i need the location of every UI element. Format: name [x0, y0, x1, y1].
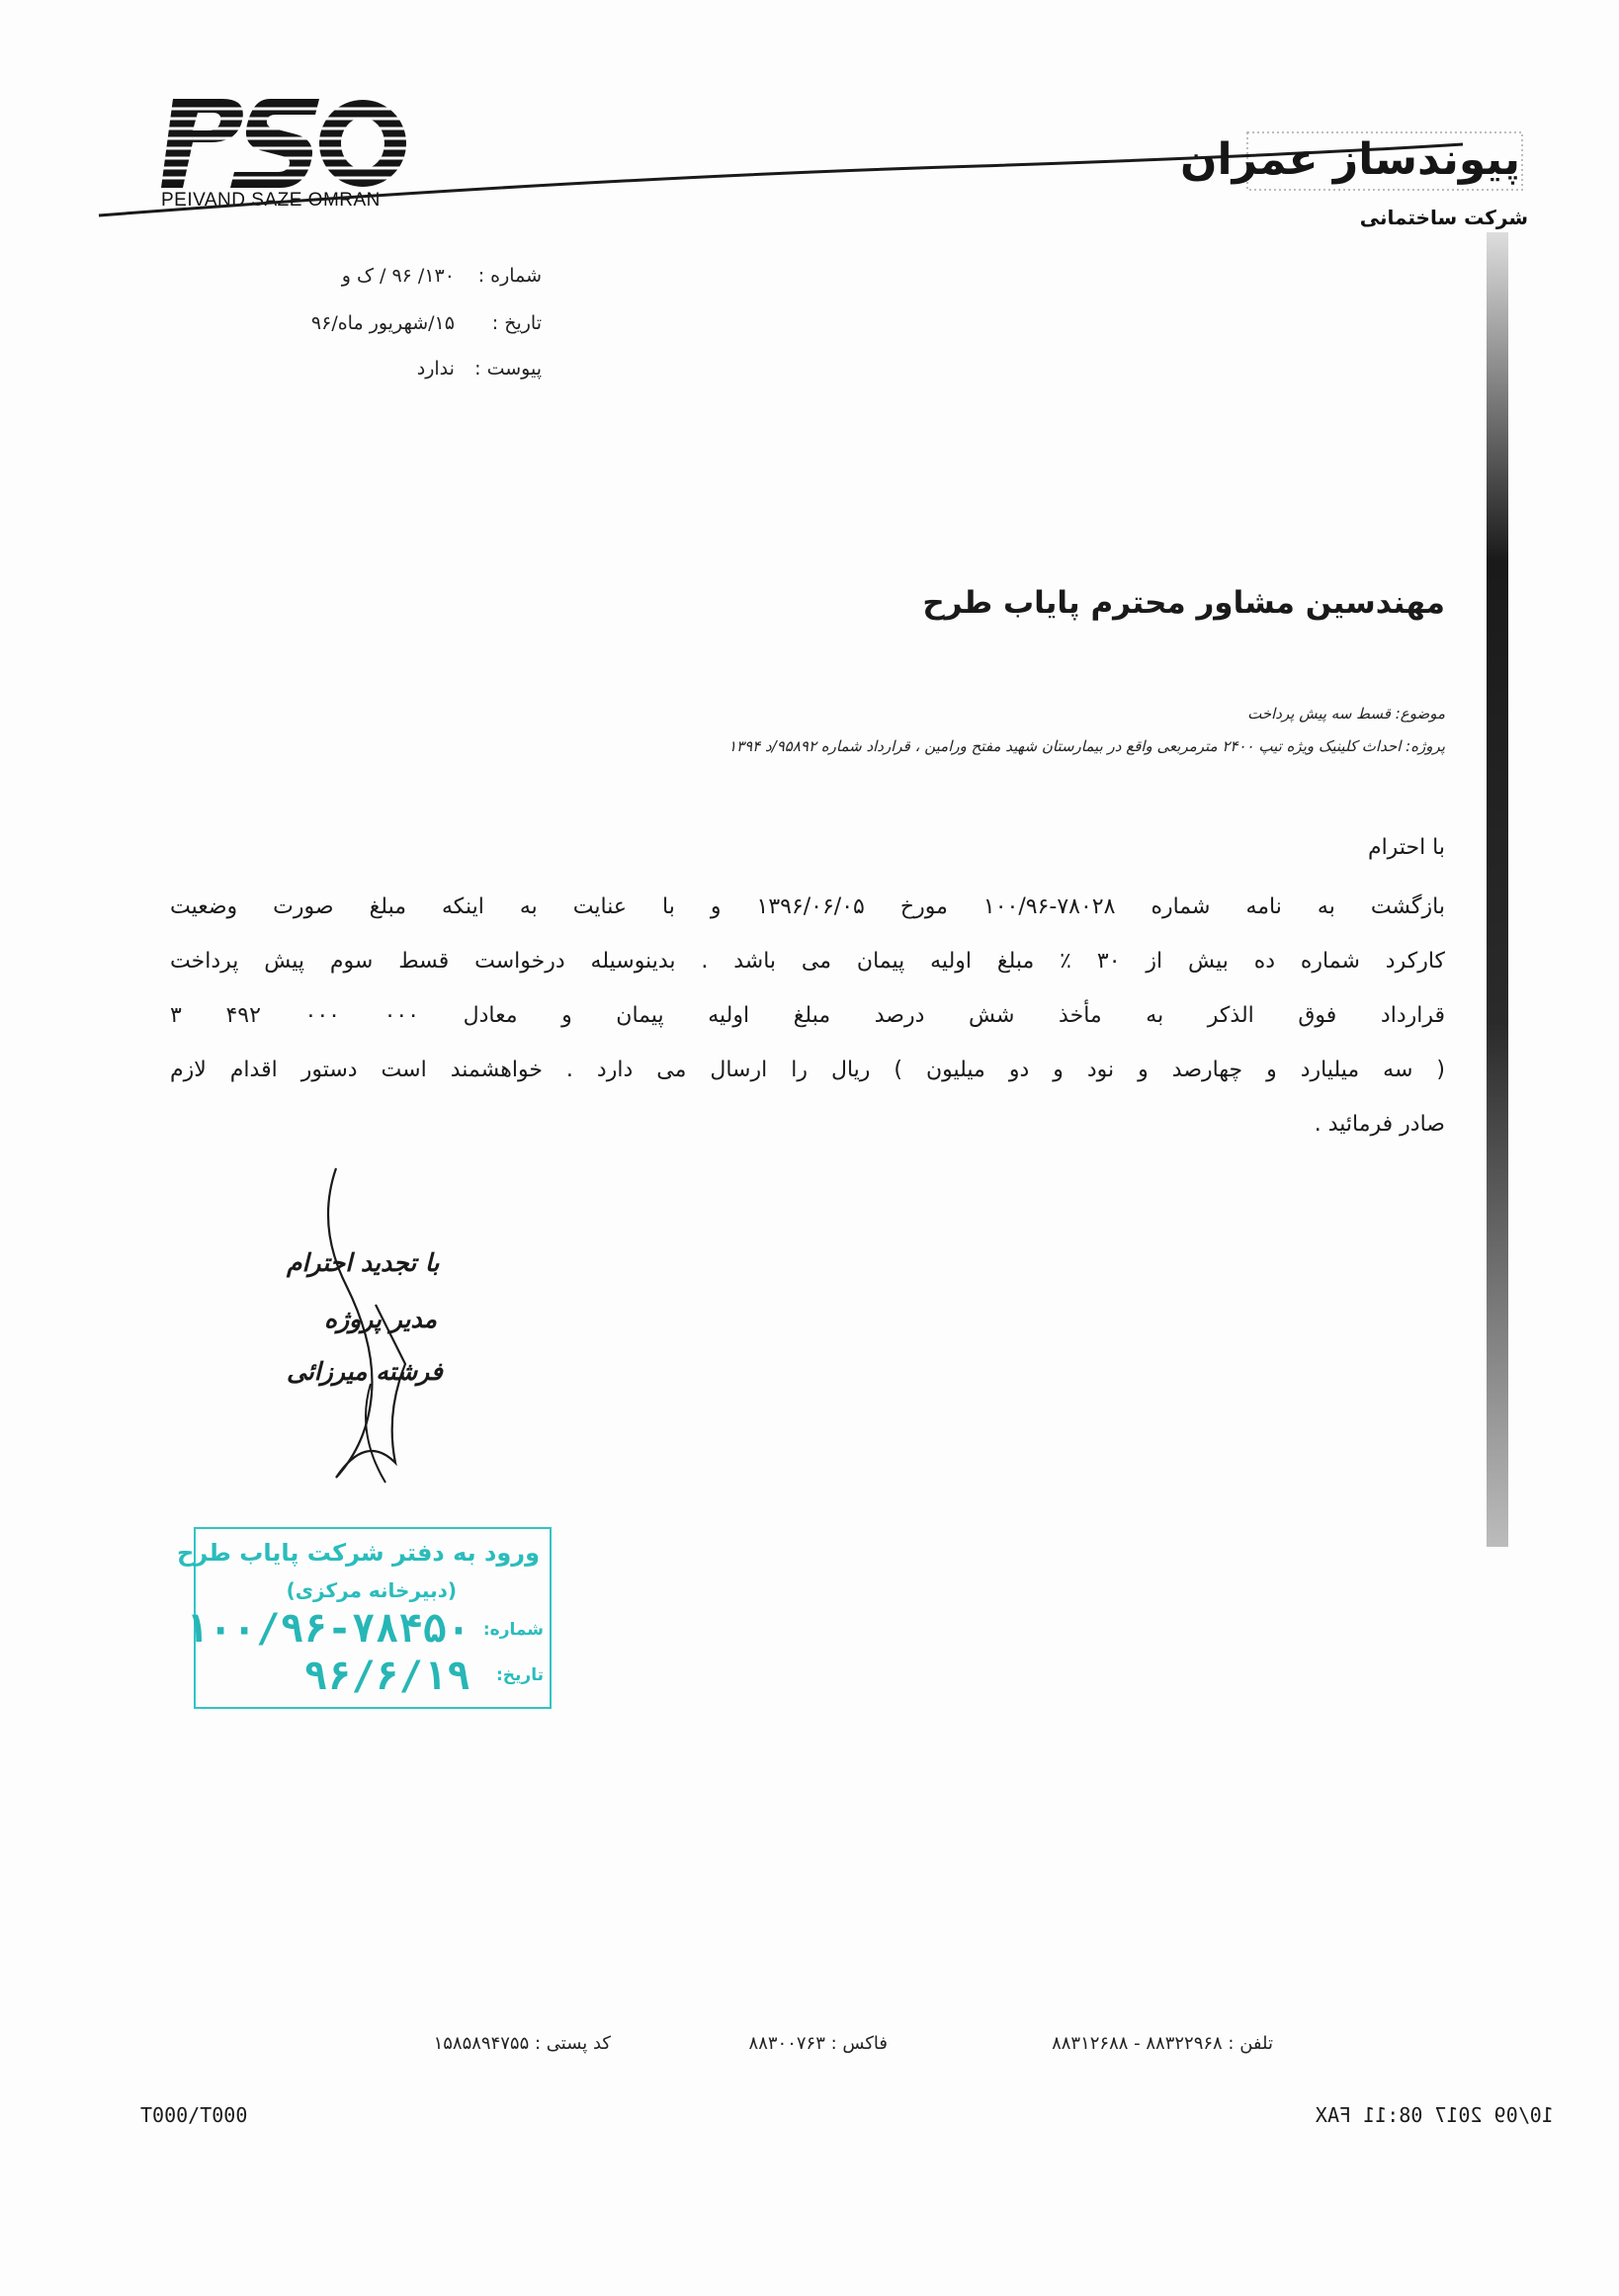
signature-closing: با تجدید احترام: [287, 1248, 440, 1277]
body-line: قرارداد فوق الذکر به مأخذ شش درصد مبلغ اولیه پیمان و معادل ۰۰۰ ۰۰۰ ۴۹۲ ۳: [170, 1003, 1446, 1028]
signature-name: فرشته میرزائی: [287, 1357, 443, 1386]
body-line: بازگشت به نامه شماره ۷۸۰۲۸-۱۰۰/۹۶ مورخ ۱۳۹۶/۰۶/۰۵ و با عنایت به اینکه مبلغ صورت وضعیت: [170, 894, 1445, 919]
project-line: پروژه: احداث کلینیک ویژه تیپ ۲۴۰۰ مترمربعی واقع در بیمارستان شهید مفتح ورامین ، قرارداد شماره ۹۵۸۹۲/د ۱۳۹۴: [727, 737, 1445, 755]
fax-page-counter: [140, 2103, 247, 2127]
brand-name: پیوندساز عمران: [1179, 134, 1520, 185]
letter-number-label: شماره :: [477, 265, 542, 287]
brand-block: [1179, 117, 1528, 235]
brand-subtitle: شرکت ساختمانی: [1359, 206, 1528, 229]
stamp-title: ورود به دفتر شرکت پایاب طرح: [177, 1539, 540, 1567]
letter-attachment-value: ندارد: [416, 358, 455, 380]
stamp-subtitle: (دبیرخانه مرکزی): [286, 1578, 457, 1602]
footer-telephone: تلفن : ۸۸۳۲۲۹۶۸ - ۸۸۳۱۲۶۸۸: [1052, 2033, 1273, 2054]
logo-caption: PEIVAND SAZE OMRAN: [161, 190, 381, 211]
fax-header-text: 10/09 2017 08:11 FAX: [1316, 2103, 1554, 2127]
footer-postal-code: کد پستی : ۱۵۸۵۸۹۴۷۵۵: [433, 2033, 611, 2054]
fax-page-counter-text: T000/T000: [140, 2103, 248, 2127]
letter-attachment: [417, 358, 542, 380]
stamp-date-label: تاریخ:: [496, 1665, 544, 1685]
signature-role: مدیر پروژه: [324, 1305, 437, 1333]
body-line: کارکرد شماره ده بیش از ۳۰ ٪ مبلغ اولیه پیمان می باشد . بدینوسیله درخواست قسط سوم پیش پرداخت: [170, 949, 1446, 974]
letter-attachment-label: پیوست :: [474, 358, 542, 380]
letter-number: [342, 265, 542, 287]
letter-date-label: تاریخ :: [491, 312, 542, 334]
page-edge-shadow: [1487, 232, 1508, 1547]
salutation: با احترام: [1367, 835, 1445, 860]
body-line: ( سه میلیارد و چهارصد و نود و دو میلیون ) ریال را ارسال می دارد . خواهشمند است دستور اقدام لازم: [170, 1058, 1445, 1082]
letter-date: [311, 312, 542, 334]
letter-body: [170, 880, 1445, 1151]
receipt-stamp: [177, 1527, 552, 1709]
stamp-number-value: ۱۰۰/۹۶-۷۸۴۵۰: [185, 1606, 470, 1652]
letter-number-value: ۱۳۰/ ۹۶ / ک و: [341, 265, 455, 287]
letter-date-value: ۱۵/شهریور ماه/۹۶: [310, 312, 455, 334]
subject-line: موضوع: قسط سه پیش پرداخت: [1247, 705, 1445, 723]
stamp-date-value: ۹۶/۶/۱۹: [303, 1654, 470, 1699]
signature-block: [277, 1166, 514, 1492]
stamp-number-label: شماره:: [482, 1620, 544, 1640]
addressee: مهندسین مشاور محترم پایاب طرح: [922, 585, 1445, 621]
fax-header-stamp: [1316, 2103, 1554, 2127]
body-line: صادر فرمائید .: [1314, 1112, 1445, 1137]
footer-fax: فاکس : ۸۸۳۰۰۷۶۳: [748, 2033, 888, 2054]
